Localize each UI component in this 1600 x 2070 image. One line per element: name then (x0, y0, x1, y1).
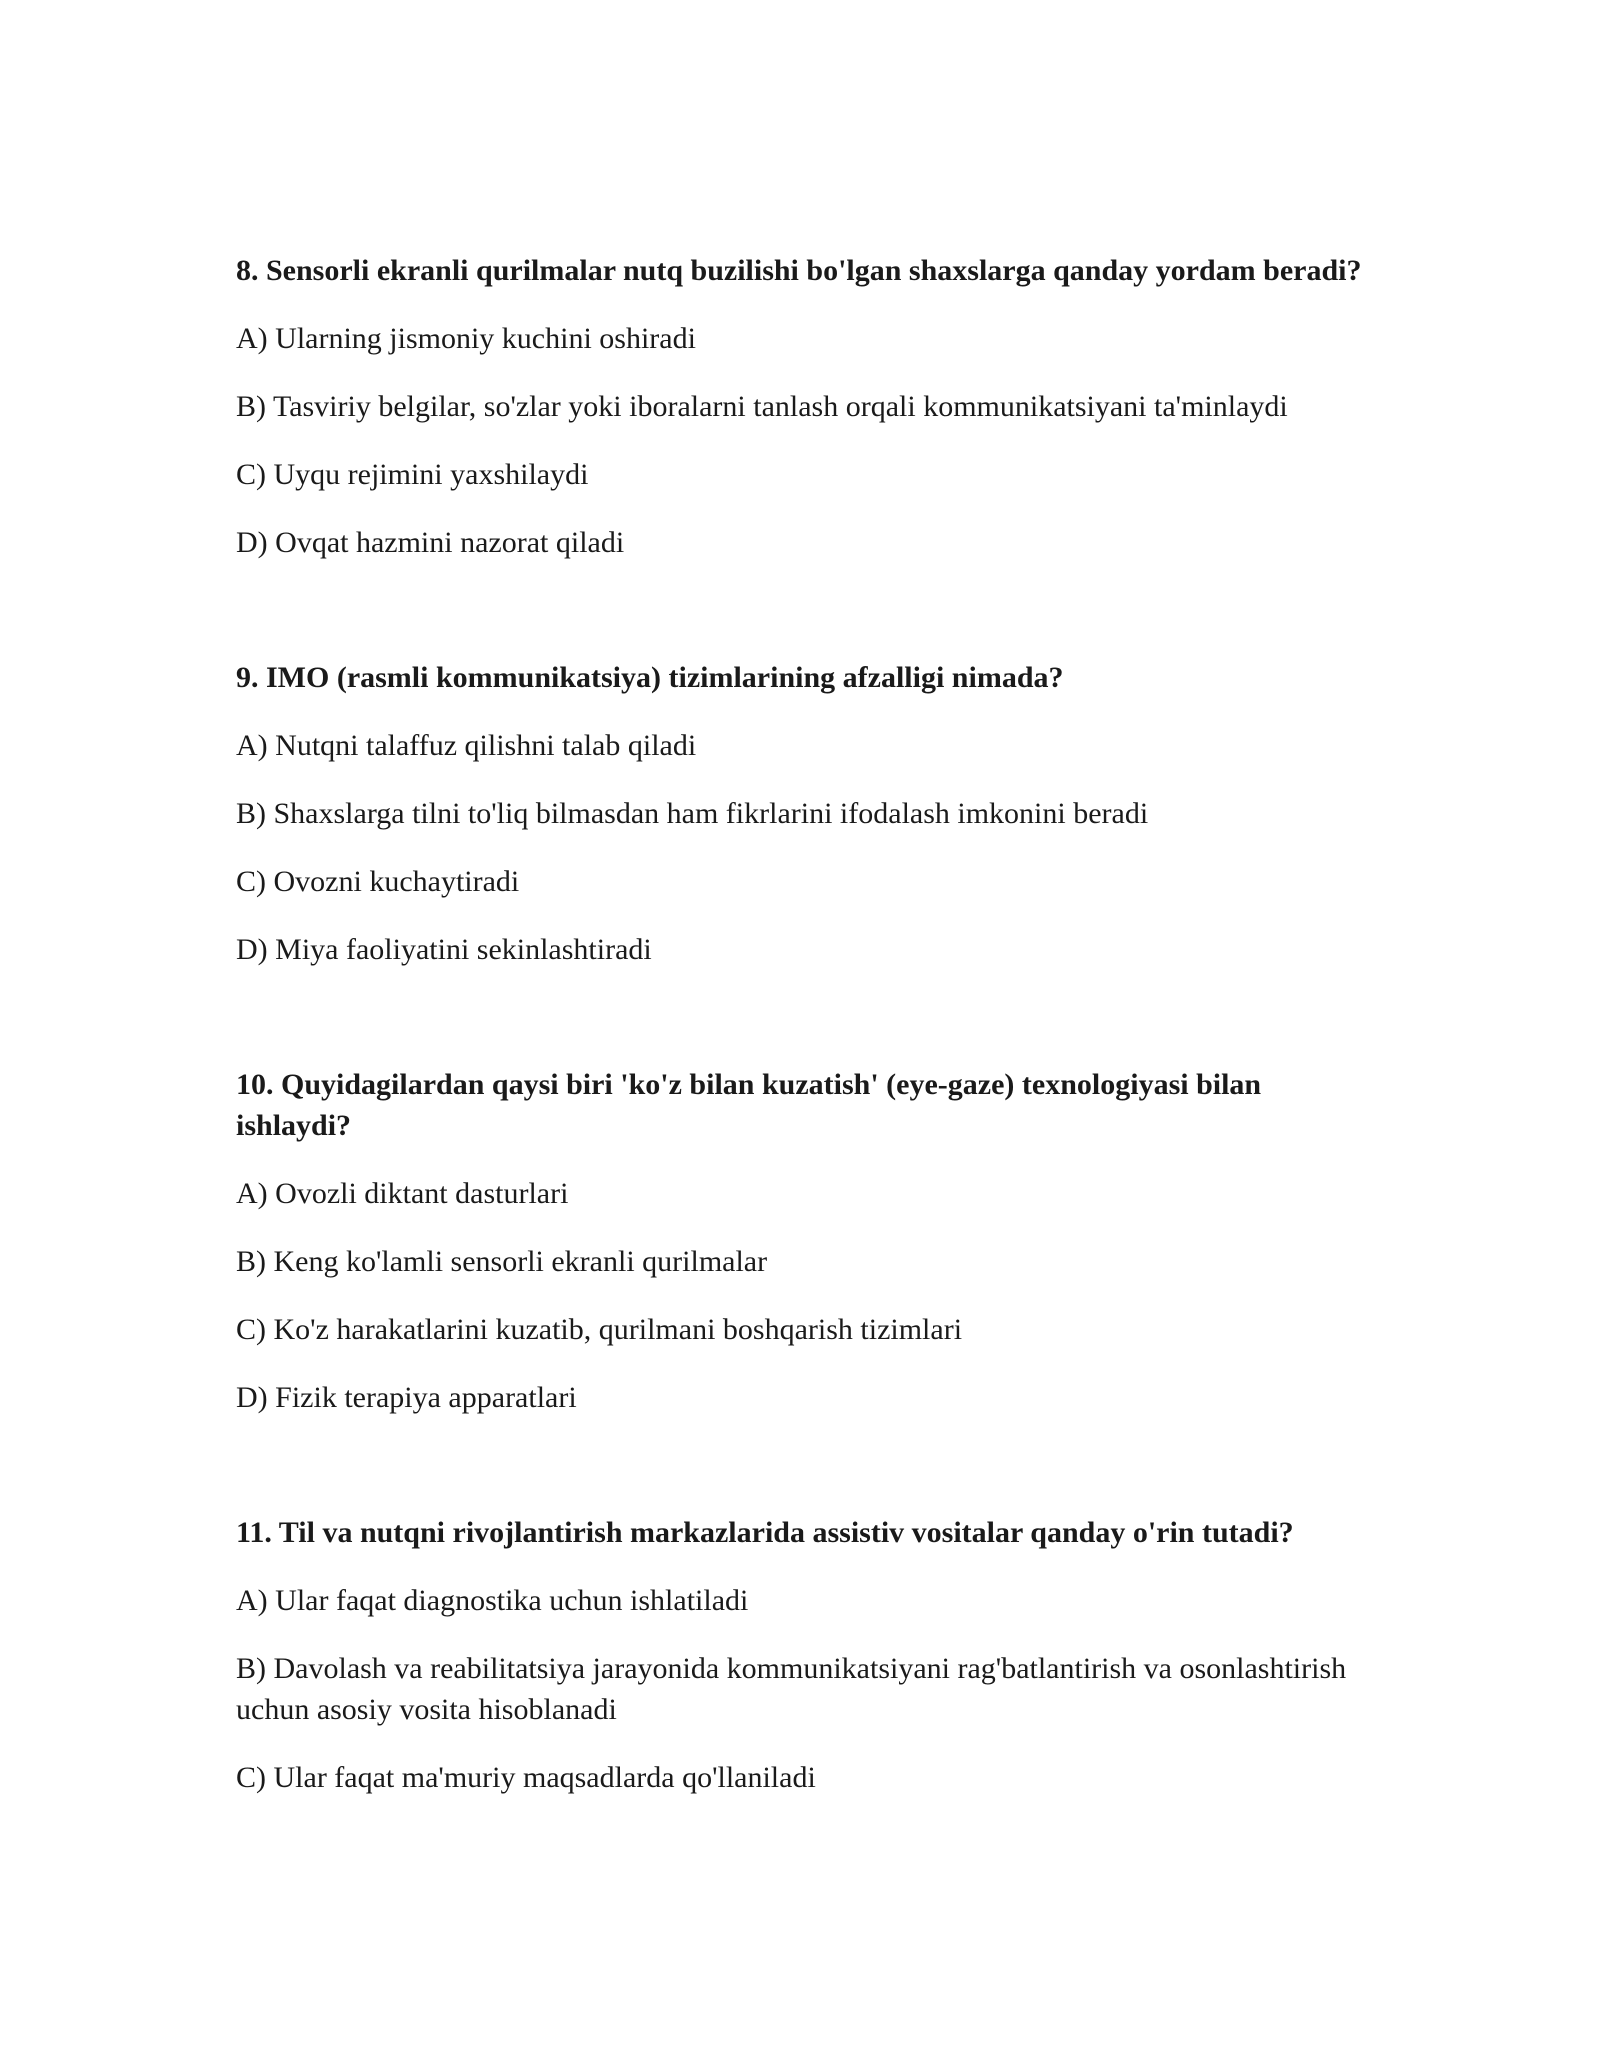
answer-option-d: D) Fizik terapiya apparatlari (236, 1381, 577, 1414)
question-title: 8. Sensorli ekranli qurilmalar nutq buzilishi bo'lgan shaxslarga qanday yordam beradi? (236, 254, 1362, 287)
answer-option-d: D) Miya faoliyatini sekinlashtiradi (236, 933, 652, 966)
question-title: 9. IMO (rasmli kommunikatsiya) tizimlarining afzalligi nimada? (236, 661, 1064, 694)
question-11 (236, 1512, 1376, 1798)
answer-option-c: C) Ovozni kuchaytiradi (236, 865, 520, 898)
answer-option-b: B) Shaxslarga tilni to'liq bilmasdan ham fikrlarini ifodalash imkonini beradi (236, 797, 1149, 830)
question-spacer (236, 997, 1376, 1064)
answer-option-b: B) Davolash va reabilitatsiya jarayonida kommunikatsiyani rag'batlantirish va osonlashtirish uchun asosiy vosita hisoblanadi (236, 1652, 1347, 1726)
document-page (236, 250, 1376, 1825)
question-spacer (236, 1445, 1376, 1512)
answer-option-a: A) Ular faqat diagnostika uchun ishlatiladi (236, 1584, 749, 1617)
answer-option-b: B) Tasviriy belgilar, so'zlar yoki iboralarni tanlash orqali kommunikatsiyani ta'minlaydi (236, 390, 1288, 423)
question-title: 11. Til va nutqni rivojlantirish markazlarida assistiv vositalar qanday o'rin tutadi? (236, 1516, 1294, 1549)
answer-option-c: C) Ular faqat ma'muriy maqsadlarda qo'llaniladi (236, 1761, 816, 1794)
question-9 (236, 657, 1376, 970)
answer-option-a: A) Ularning jismoniy kuchini oshiradi (236, 322, 696, 355)
answer-option-a: A) Ovozli diktant dasturlari (236, 1177, 569, 1210)
answer-option-c: C) Uyqu rejimini yaxshilaydi (236, 458, 589, 491)
question-title: 10. Quyidagilardan qaysi biri 'ko'z bilan kuzatish' (eye-gaze) texnologiyasi bilan ishlaydi? (236, 1068, 1262, 1142)
answer-option-c: C) Ko'z harakatlarini kuzatib, qurilmani boshqarish tizimlari (236, 1313, 963, 1346)
question-10 (236, 1064, 1376, 1418)
question-spacer (236, 590, 1376, 657)
question-8 (236, 250, 1376, 563)
answer-option-a: A) Nutqni talaffuz qilishni talab qiladi (236, 729, 697, 762)
answer-option-d: D) Ovqat hazmini nazorat qiladi (236, 526, 625, 559)
answer-option-b: B) Keng ko'lamli sensorli ekranli qurilmalar (236, 1245, 768, 1278)
